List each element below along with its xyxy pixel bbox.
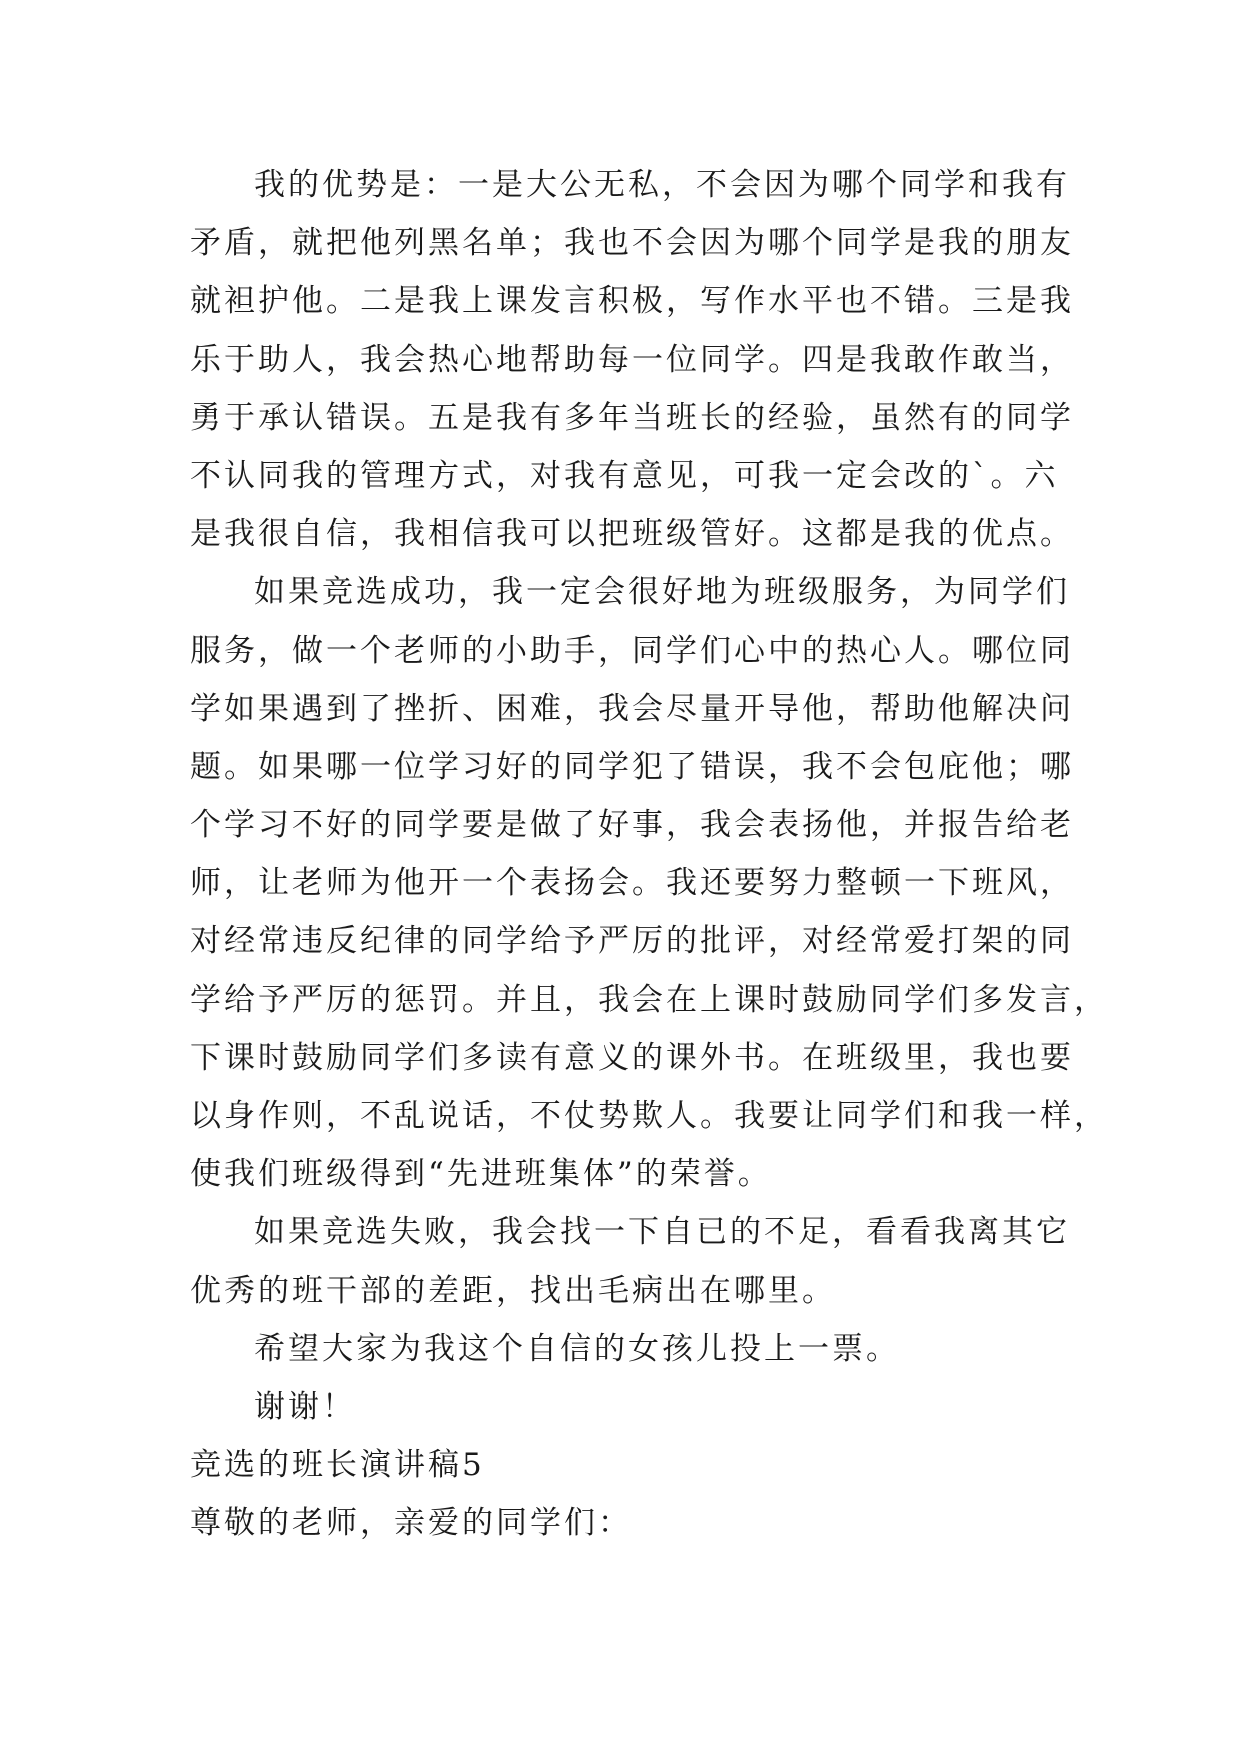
text-line: 下课时鼓励同学们多读有意义的课外书。在班级里，我也要 — [190, 1039, 1074, 1076]
paragraph-if-fail — [190, 1203, 1070, 1319]
paragraph-if-success — [190, 563, 1108, 1203]
paragraph-thanks — [190, 1378, 1070, 1436]
text-line: 是我很自信，我相信我可以把班级管好。这都是我的优点。 — [190, 516, 1074, 553]
salutation: 尊敬的老师，亲爱的同学们： — [190, 1505, 632, 1542]
text-line: 不认同我的管理方式，对我有意见，可我一定会改的`。六 — [190, 457, 1059, 494]
paragraph-vote-request — [190, 1320, 1070, 1378]
section-heading: 竞选的班长演讲稿5 — [190, 1447, 485, 1484]
text-line: 谢谢！ — [254, 1388, 356, 1425]
text-line: 乐于助人，我会热心地帮助每一位同学。四是我敢作敢当， — [190, 341, 1074, 378]
text-line: 希望大家为我这个自信的女孩儿投上一票。 — [254, 1330, 900, 1367]
text-line: 学给予严厉的惩罚。并且，我会在上课时鼓励同学们多发言， — [190, 981, 1108, 1018]
text-line: 服务，做一个老师的小助手，同学们心中的热心人。哪位同 — [190, 632, 1074, 669]
text-line: 我的优势是：一是大公无私，不会因为哪个同学和我有 — [254, 167, 1070, 203]
text-line: 矛盾，就把他列黑名单；我也不会因为哪个同学是我的朋友 — [190, 225, 1074, 262]
text-line: 师，让老师为他开一个表扬会。我还要努力整顿一下班风， — [190, 865, 1074, 902]
text-line: 题。如果哪一位学习好的同学犯了错误，我不会包庇他；哪 — [190, 748, 1074, 785]
text-line: 学如果遇到了挫折、困难，我会尽量开导他，帮助他解决问 — [190, 690, 1074, 727]
text-line: 如果竞选失败，我会找一下自已的不足，看看我离其它 — [254, 1214, 1070, 1251]
text-line: 就袒护他。二是我上课发言积极，写作水平也不错。三是我 — [190, 283, 1074, 320]
text-line: 勇于承认错误。五是我有多年当班长的经验，虽然有的同学 — [190, 399, 1074, 436]
text-line: 使我们班级得到“先进班集体”的荣誉。 — [190, 1156, 772, 1193]
text-line: 对经常违反纪律的同学给予严厉的批评，对经常爱打架的同 — [190, 923, 1074, 960]
text-line: 如果竞选成功，我一定会很好地为班级服务，为同学们 — [254, 574, 1070, 611]
text-line: 个学习不好的同学要是做了好事，我会表扬他，并报告给老 — [190, 807, 1074, 844]
text-line: 优秀的班干部的差距，找出毛病出在哪里。 — [190, 1272, 836, 1309]
document-body — [190, 156, 1108, 1553]
text-line: 以身作则，不乱说话，不仗势欺人。我要让同学们和我一样， — [190, 1098, 1108, 1134]
paragraph-advantages — [190, 156, 1074, 563]
